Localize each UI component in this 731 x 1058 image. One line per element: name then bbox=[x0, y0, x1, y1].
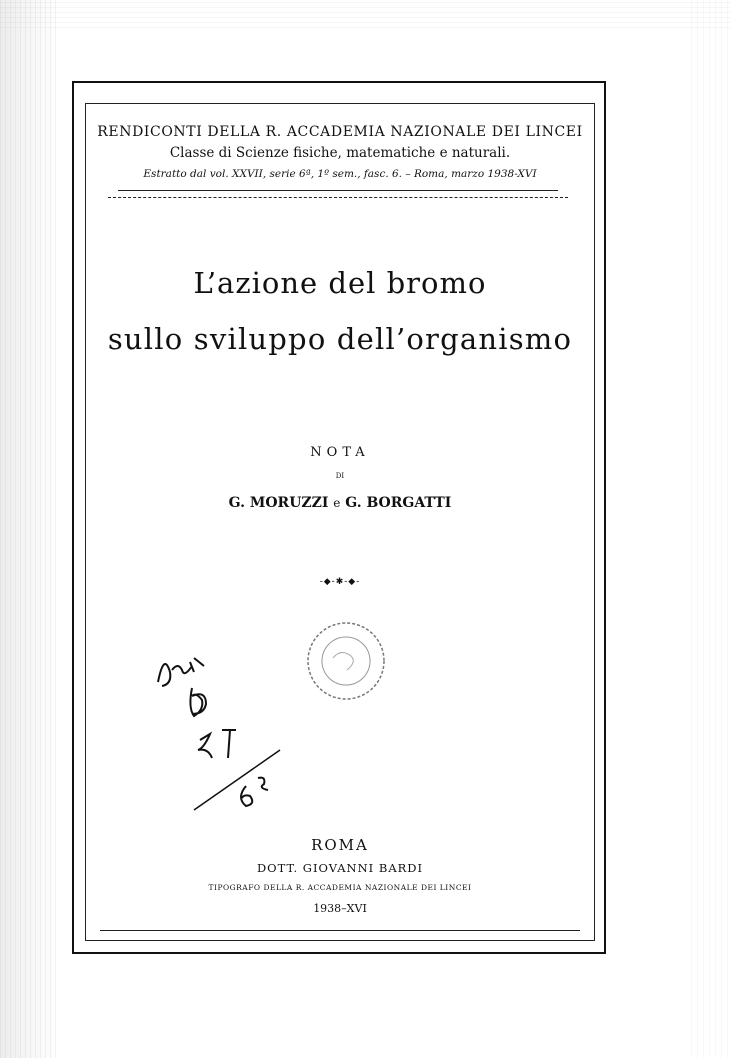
author-conjunction: e bbox=[333, 496, 341, 510]
authors bbox=[85, 495, 595, 511]
paper-title-line-2: sullo sviluppo dell’organismo bbox=[107, 322, 573, 356]
imprint-printer-title: TIPOGRAFO DELLA R. ACCADEMIA NAZIONALE DEI LINCEI bbox=[208, 883, 472, 892]
journal-section: Classe di Scienze fisiche, matematiche e naturali. bbox=[169, 145, 511, 161]
scan-noise-right bbox=[691, 0, 731, 1058]
author-2: G. BORGATTI bbox=[345, 495, 452, 511]
di-label: DI bbox=[335, 472, 345, 480]
scan-noise-left bbox=[0, 0, 60, 1058]
imprint-city: ROMA bbox=[311, 836, 369, 854]
header-rule-bottom bbox=[108, 197, 568, 198]
imprint-printer: DOTT. GIOVANNI BARDI bbox=[256, 861, 424, 875]
header-rule-mid bbox=[118, 190, 558, 191]
footer-rule bbox=[100, 930, 580, 931]
author-1: G. MORUZZI bbox=[228, 495, 329, 511]
library-stamp bbox=[303, 618, 389, 704]
imprint-year: 1938–XVI bbox=[313, 902, 367, 915]
journal-title: RENDICONTI DELLA R. ACCADEMIA NAZIONALE DEI LINCEI bbox=[97, 124, 583, 140]
ornament: -◆-✱-◆- bbox=[319, 577, 361, 587]
paper-title-line-1: L’azione del bromo bbox=[193, 266, 487, 300]
extract-info: Estratto dal vol. XXVII, serie 6ª, 1º sem., fasc. 6. – Roma, marzo 1938-XVI bbox=[143, 168, 537, 180]
nota-label: NOTA bbox=[310, 445, 370, 460]
handwritten-shelf-mark bbox=[150, 640, 300, 820]
scan-noise-top bbox=[0, 0, 731, 28]
header-rule-top bbox=[100, 103, 580, 104]
